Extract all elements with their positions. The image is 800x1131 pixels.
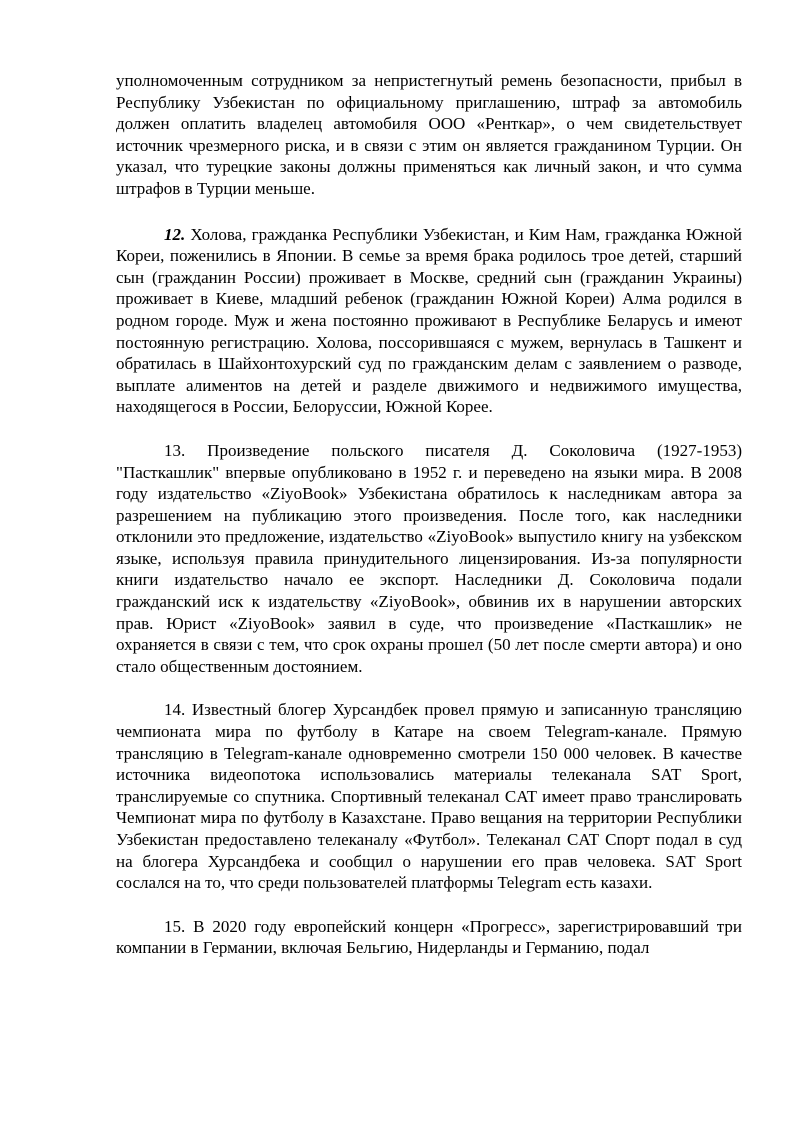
paragraph-11-continuation [116, 70, 742, 200]
paragraph-text: 13. Произведение польского писателя Д. Соколовича (1927-1953) "Пасткашлик" впервые опубликовано в 1952 г. и переведено на языки мира. В 2008 году издательство «ZiyoBook» Узбекистана обратилось к наследникам автора за разрешением на публикацию этого произведения. После того, как наследники отклонили это предложение, издательство «ZiyoBook» выпустило книгу на узбекском языке, используя правила принудительного лицензирования. Из-за популярности книги издательство начало ее экспорт. Наследники Д. Соколовича подали гражданский иск к издательству «ZiyoBook», обвинив их в нарушении авторских прав. Юрист «ZiyoBook» заявил в суде, что произведение «Пасткашлик» не охраняется в связи с тем, что срок охраны прошел (50 лет после смерти автора) и оно стало общественным достоянием. [116, 440, 742, 676]
paragraph-15 [116, 916, 742, 959]
paragraph-text: 14. Известный блогер Хурсандбек провел прямую и записанную трансляцию чемпионата мира по футболу в Катаре на своем Telegram-канале. Прямую трансляцию в Telegram-канале одновременно смотрели 150 000 человек. В качестве источника видеопотока использовались материалы телеканала SAT Sport, транслируемые со спутника. Спортивный телеканал CAT имеет право транслировать Чемпионат мира по футболу в Казахстане. Право вещания на территории Республики Узбекистан предоставлено телеканалу «Футбол». Телеканал CAT Спорт подал в суд на блогера Хурсандбека и сообщил о нарушении его прав человека. SAT Sport сослался на то, что среди пользователей платформы Telegram есть казахи. [116, 700, 742, 893]
paragraph-text: 15. В 2020 году европейский концерн «Прогресс», зарегистрировавший три компании в Германии, включая Бельгию, Нидерланды и Германию, подал [116, 916, 742, 958]
paragraph-gap [116, 677, 742, 699]
paragraph-text: Холова, гражданка Республики Узбекистан, и Ким Нам, гражданка Южной Кореи, поженились в Японии. В семье за время брака родилось трое детей, старший сын (гражданин России) проживает в Москве, средний сын (гражданин Украины) проживает в Киеве, младший ребенок (гражданин Южной Кореи) Алма родился в родном городе. Муж и жена постоянно проживают в Республике Беларусь и имеют постоянную регистрацию. Холова, поссорившаяся с мужем, вернулась в Ташкент и обратилась в Шайхонтохурский суд по гражданским делам с заявлением о разводе, выплате алиментов на детей и разделе движимого и недвижимого имущества, находящегося в России, Белоруссии, Южной Корее. [116, 224, 742, 417]
paragraph-12 [116, 224, 742, 418]
paragraph-14 [116, 699, 742, 893]
paragraph-text: уполномоченным сотрудником за непристегнутый ремень безопасности, прибыл в Республику Узбекистан по официальному приглашению, штраф за автомобиль должен оплатить владелец автомобиля ООО «Ренткар», о чем свидетельствует источник чрезмерного риска, и в связи с этим он является гражданином Турции. Он указал, что турецкие законы должны применяться как личный закон, и что сумма штрафов в Турции меньше. [116, 71, 742, 198]
paragraph-number: 12. [164, 224, 186, 244]
paragraph-gap [116, 418, 742, 440]
paragraph-gap [116, 894, 742, 916]
paragraph-gap [116, 200, 742, 224]
paragraph-13 [116, 440, 742, 678]
